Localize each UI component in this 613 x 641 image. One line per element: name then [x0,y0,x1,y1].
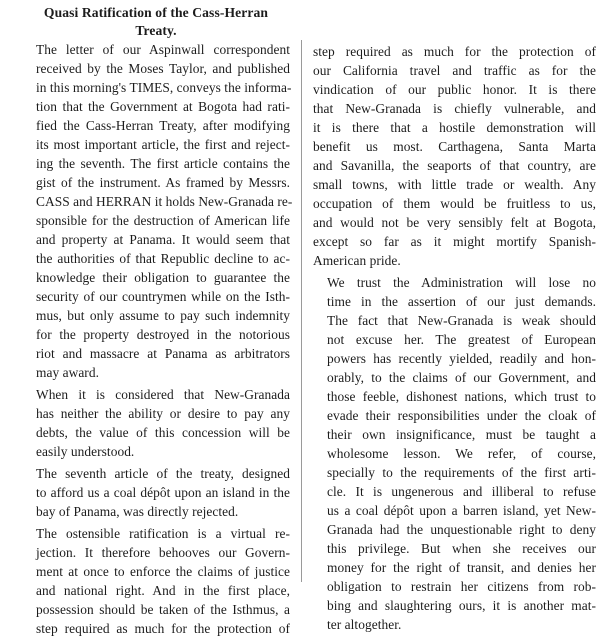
paragraph-4 [22,524,290,638]
text-line: We trust the Administration will lose no [327,275,596,290]
text-line: this privilege. But when she receives our [327,541,596,556]
text-line: ment at once to enforce the claims of justice [36,564,290,579]
text-line: and would not be very sensibly felt at Bogota, [313,215,596,230]
text-line: those feeble, dishonest nations, which trust to [327,389,596,404]
column-divider [301,40,302,582]
text-line: step required as much for the protection of [313,44,596,59]
text-line: security of our countrymen while on the Isth- [36,289,290,304]
text-line: not excuse her. The greatest of European [327,332,596,347]
text-line: CASS and HERRAN it holds New-Granada re- [36,194,293,209]
text-line: and Savanilla, the seaports of that country, are [313,158,596,173]
text-line: When it is considered that New-Granada [36,387,290,402]
text-line: wholesome lesson. We refer, of course, [327,446,596,461]
left-column [22,4,293,641]
text-line: bing and slaughtering ours, it is another mat- [327,598,596,613]
text-line: easily understood. [36,444,135,459]
paragraph-5 [313,42,596,270]
text-line: orably, to the claims of our Government, and [327,370,596,385]
text-line: and property at Panama. It would seem that [36,232,290,247]
text-line: its most important article, the first and reject- [36,137,290,152]
text-line: The ostensible ratification is a virtual re- [36,526,290,541]
text-line: step required as much for the protection of [36,621,290,636]
right-column [313,42,596,637]
paragraph-1 [22,40,293,382]
text-line: us a coal dépôt upon a barren island, yet New- [327,503,596,518]
article-headline: Quasi Ratification of the Cass-Herran Treaty. [43,5,269,38]
text-line: obligation to restrain her citizens from rob- [327,579,596,594]
text-line: ter altogether. [327,617,402,632]
text-line: knowledge their obligation to guarantee the [36,270,290,285]
text-line: Granada had the unquestionable right to deny [327,522,596,537]
text-line: it is there that a hostile demonstration will [313,120,596,135]
text-line: The seventh article of the treaty, designed [36,466,290,481]
paragraph-6 [313,273,596,634]
text-line: has neither the ability or desire to pay any [36,406,290,421]
text-line: possession should be taken of the Isthmus, a [36,602,290,617]
text-line: small towns, with little trade or wealth. Any [313,177,596,192]
text-line: cle. It is ungenerous and illiberal to refuse [327,484,596,499]
text-line: The fact that New-Granada is weak should [327,313,596,328]
text-line: jection. It therefore behooves our Govern- [36,545,290,560]
text-line: riot and massacre at Panama as arbitrators [36,346,290,361]
text-line: occupation of them would be fruitless to us, [313,196,596,211]
text-line: money for the right of transit, and denies her [327,560,596,575]
text-line: debts, the value of this concession will be [36,425,290,440]
text-line: tion that the Government at Bogota had rati- [36,99,290,114]
text-line: benefit us most. Carthagena, Santa Marta [313,139,596,154]
paragraph-3 [22,464,290,521]
text-line: in this morning's TIMES, conveys the informa- [36,80,292,95]
text-line: our California travel and traffic as for the [313,63,596,78]
text-line: specially to the requirements of the first arti- [327,465,596,480]
text-line: bay of Panama, was directly rejected. [36,504,239,519]
text-line: for the property destroyed in the notorious [36,327,290,342]
text-line: fied the Cass-Herran Treaty, after modifying [36,118,290,133]
text-line: that New-Granada is chiefly vulnerable, and [313,101,596,116]
text-line: to afford us a coal dépôt upon an island in the [36,485,290,500]
text-line: sponsible for the destruction of American life [36,213,290,228]
text-line: gist of the instrument. As framed by Messrs. [36,175,290,190]
text-line: the authorities of that Republic decline to ac- [36,251,290,266]
text-line: ing the seventh. The first article contains the [36,156,290,171]
text-line: received by the Moses Taylor, and published [36,61,290,76]
text-line: vindication of our public honor. It is there [313,82,596,97]
text-line: and national right. And in the first place, [36,583,290,598]
text-line: may award. [36,365,99,380]
text-line: mus, but only assume to pay such indemnity [36,308,290,323]
text-line: evade their responsibilities under the cloak of [327,408,596,423]
text-line: powers has recently yielded, readily and hon- [327,351,596,366]
text-line: The letter of our Aspinwall correspondent [36,42,290,57]
text-line: their own insignificance, must be taught a [327,427,596,442]
paragraph-2 [22,385,290,461]
text-line: American pride. [313,253,401,268]
text-line: time in the assertion of our just demands. [327,294,596,309]
text-line: except so far as it might mortify Spanish- [313,234,596,249]
